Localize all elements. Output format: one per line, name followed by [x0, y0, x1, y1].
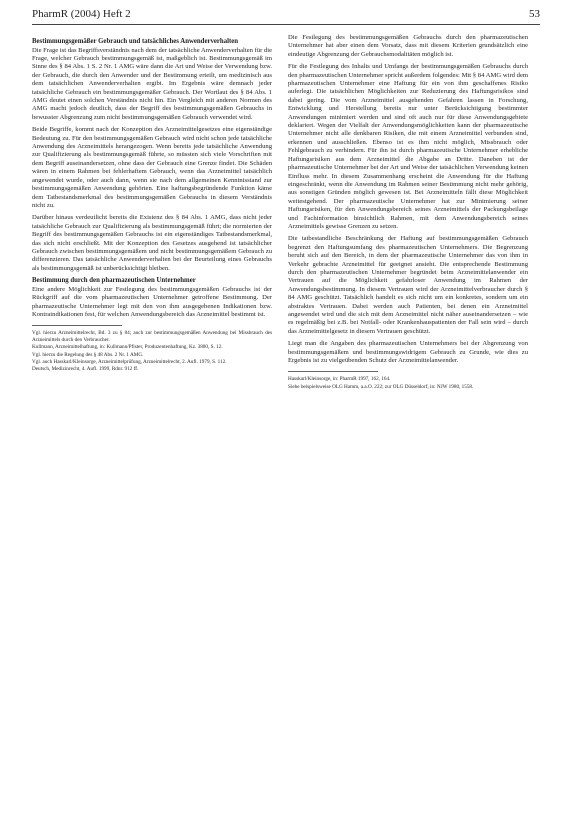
footnote: Vgl. hierzu die Regelung des § 48 Abs. 2 Nr. 1 AMG.: [32, 351, 144, 358]
header-rule: [32, 24, 540, 25]
paragraph: Darüber hinaus verdeutlicht bereits die Existenz des § 84 Abs. 1 AMG, dass nicht jeder tatsächliche Gebrauch zur Qualifizierung als bestimmungsgemäß führt; die normierten der Begriff des bestimmungsgemäßen Gebrauchs ist ein eigenständiges Tatbestandsmerkmal, das sich nicht erschließt. Mit der Konzeption des Gesetzes ausgehend ist tatsächlicher Gebrauch zwischen bestimmungsgemäßem und nicht bestimmungsgemäßem Gebrauch zu differenzieren. Das tatsächliche Anwenderverhalten bei der Beurteilung eines Gebrauchs als bestimmungsgemäß ist unberücksichtigt bleiben.: [32, 214, 272, 272]
footnote: Hasskarl/Kleinsorge, in: PharmR 1997, 162, 164.: [288, 376, 391, 383]
footnote: Deutsch, Medizinrecht, 4. Aufl. 1999, Rdnr. 912 ff.: [32, 366, 139, 373]
paragraph: Eine andere Möglichkeit zur Festlegung des bestimmungsgemäßen Gebrauchs ist der Rückgriff auf die vom pharmazeutischen Unternehmer getroffene Bestimmung. Der pharmazeutische Unternehmer legt mit den von ihm ausgegebenen Indikationen bzw. Kontraindikationen fest, für welchen Anwendungsbereich das Arzneimittel bestimmt ist.: [32, 285, 272, 318]
footnote-rule: [32, 325, 122, 326]
paragraph: Die Festlegung des bestimmungsgemäßen Gebrauchs durch den pharmazeutischen Unternehmer hat aber einen dem Vorsatz, dass mit diesem Kriterien grundsätzlich eine eindeutige Abgrenzung der Gebrauchsmodalitäten möglich ist.: [288, 34, 528, 58]
footnote: Siehe beispielsweise OLG Hamm, a.a.O. 222; zur OLG Düsseldorf, in: NJW 1980, 1558.: [288, 383, 474, 390]
page-header: [32, 8, 540, 22]
paragraph: Liegt man die Angaben des pharmazeutischen Unternehmers bei der Abgrenzung von bestimmungsgemäßem und bestimmungswidrigem Gebrauch zu Grunde, wie dies zu Ergebnis ist zu vielgeübenden Schutz der Arzneimittelanwender.: [288, 340, 528, 365]
journal-reference: PharmR (2004) Heft 2: [32, 8, 131, 20]
footnote: Vgl. auch Hasskarl/Kleinsorge, Arzneimittelprüfung, Arzneimittelrecht, 2. Aufl. 1979, S. 112.: [32, 359, 227, 365]
section-heading: Bestimmung durch den pharmazeutischen Unternehmer: [32, 277, 196, 285]
footnote: Kullmann, Arzneimittelhaftung, in: Kullmann/Pfister, Produzentenhaftung, Kz. 3800, S. 12.: [32, 344, 223, 351]
paragraph: Für die Festlegung des Inhalts und Umfangs der bestimmungsgemäßen Gebrauchs durch den pharmazeutischen Unternehmer spricht außerdem folgendes: Mit § 84 AMG wird dem pharmazeutischen Unternehmer eine Haftung für ein von ihm geschaffenes Risiko auferlegt. Die tatsächlichen Möglichkeiten zur Reduzierung des Haftungsrisikos sind dabei gering. Die vom Arzneimittel ausgehenden Gefahren lassen in Forschung, Entwicklung und Herstellung bereits nur unter Berücksichtigung bestimmter Anwendungen minimiert werden und sind oft auch nur für diese Anwendungsgebiete deklariert. Wegen der Vielfalt der Anwendungsmöglichkeiten kann der pharmazeutische Unternehmer nicht alle denkbaren Risiken, die mit einem Arzneimittel verbunden sind, erkennen und ausschließen. Ebenso ist es ihm nicht möglich, Missbrauch oder Fehlgebrauch zu verhindern. Für ihn ist durch pharmazeutische Unternehmer erhebliche Haftungsrisiken aus dem Arzneimittel die Abgabe an Dritte. Daneben ist der pharmazeutische Unternehmer bei der Art und Weise der tatsächlichen Verwendung keinen Einfluss mehr. In diesem Zusammenhang erscheint die Anwendung für die Haftung eingeschränkt, wenn die Anwendung im Rahmen seiner Bestimmung nicht mehr gehörig, aus sonstigen Gründen möglich gewesen ist. Bei Arzneimitteln fällt diese Möglichkeit weitestgehend. Der pharmazeutische Unternehmer hat zur Minimierung seiner Haftungsrisiken, für den Anwendungsbereich seines Arzneimittels der Packungsbeilage und Fachinformation hinsichtlich Rahmen, mit dem Anwendungsbereich seines Arzneimittels gewisse Grenzen zu setzen.: [288, 63, 528, 230]
footnote-rule: [288, 371, 378, 372]
left-column: [32, 34, 272, 784]
paragraph: Die tatbestandliche Beschränkung der Haftung auf bestimmungsgemäßen Gebrauch begrenzt den Haftungsumfang des pharmazeutischen Unternehmers. Die Begrenzung beruht sich auf den Bereich, in dem der pharmazeutische Unternehmer das von ihm in Verkehr gebrachte Arzneimittel für geeignet ansieht. Die entsprechende Bestimmung durch den pharmazeutischen Unternehmer begründet beim Arzneimittelanwender ein Vertrauen auf die Möglichkeit gefahrloser Anwendung im Rahmen der Anwendungsbestimmung. In diesem Vertrauen wird der Arzneimittelverbraucher durch § 84 AMG geschützt. Tatsächlich handelt es sich nicht um ein konkretes, sondern um ein abstraktes Vertrauen. Dabei werden auch Patienten, bei denen ein Arzneimittel angewendet wird und die sich mit dem Arzneimittel nicht näher auseinandersetzen – wie es regelmäßig bei z.B. bei Notfall- oder Krankenhauspatienten der Fall sein wird – durch das Arzneimittelgesetz in diesem Vertrauen geschützt.: [288, 235, 528, 335]
right-column: [288, 34, 528, 784]
page-number: 53: [529, 8, 540, 20]
paragraph: Beide Begriffe, kommt nach der Konzeption des Arzneimittelgesetzes eine eigenständige Bedeutung zu. Für den bestimmungsgemäßen Gebrauch wird nicht schon jede tatsächliche Anwendung des Arzneimittels herangezogen. Wenn bereits jede tatsächliche Anwendung zur Qualifizierung als bestimmungsgemäß führte, so müssten sich viele Vorschriften mit dem Begriff auseinandersetzen, ohne dass der Gebrauch eine Grenze findet. Die Schäden wären in einem Rahmen bei fehlerhaftem Gebrauch, wenn das Arzneimittel tatsächlich angewendet wurde, oder auch dann, wenn sie nach dem allgemeinen Kenntnisstand zur bestimmungsgemäßen Anwendung gehörten. Eine haftungsbegründende Funktion käme dem Tatbestandsmerkmal des bestimmungsgemäßen Gebrauchs in diesem Verständnis nicht zu.: [32, 126, 272, 209]
paragraph: Die Frage ist das Begriffsverständnis nach dem der tatsächliche Anwenderverhalten für die Frage, welcher Gebrauch bestimmungsgemäß ist, maßgeblich ist. Bestimmungsgemäß im Sinne des § 84 Abs. 1 S. 2 Nr. 1 AMG wäre dann die Art und Weise der Verwendung bzw. der Gebrauch, die durch den Anwender und der Bestimmung erteilt, um medizinisch aus dem tatsächlichen Anwenderverhalten ergibt. Im Ergebnis wäre demnach jeder tatsächliche Gebrauch ein bestimmungsgemäßer Gebrauch. Der Wortlaut des § 84 Abs. 1 AMG deutet einen solchen Verständnis nicht hin. Ein Vergleich mit anderen Normen des AMG macht jedoch deutlich, dass der Begriff des bestimmungsgemäßen Gebrauchs in bewusster Abgrenzung zum nicht bestimmungsgemäßen Gebrauch verwendet wird.: [32, 46, 272, 121]
footnote: Vgl. hierzu Arzneimittelrecht, Bd. 3 zu § 84; auch zur bestimmungsgemäßen Anwendung bei Missbrauch des Arzneimittels durch den Verbraucher.: [32, 330, 272, 343]
section-heading: Bestimmungsgemäßer Gebrauch und tatsächliches Anwenderverhalten: [32, 38, 239, 45]
